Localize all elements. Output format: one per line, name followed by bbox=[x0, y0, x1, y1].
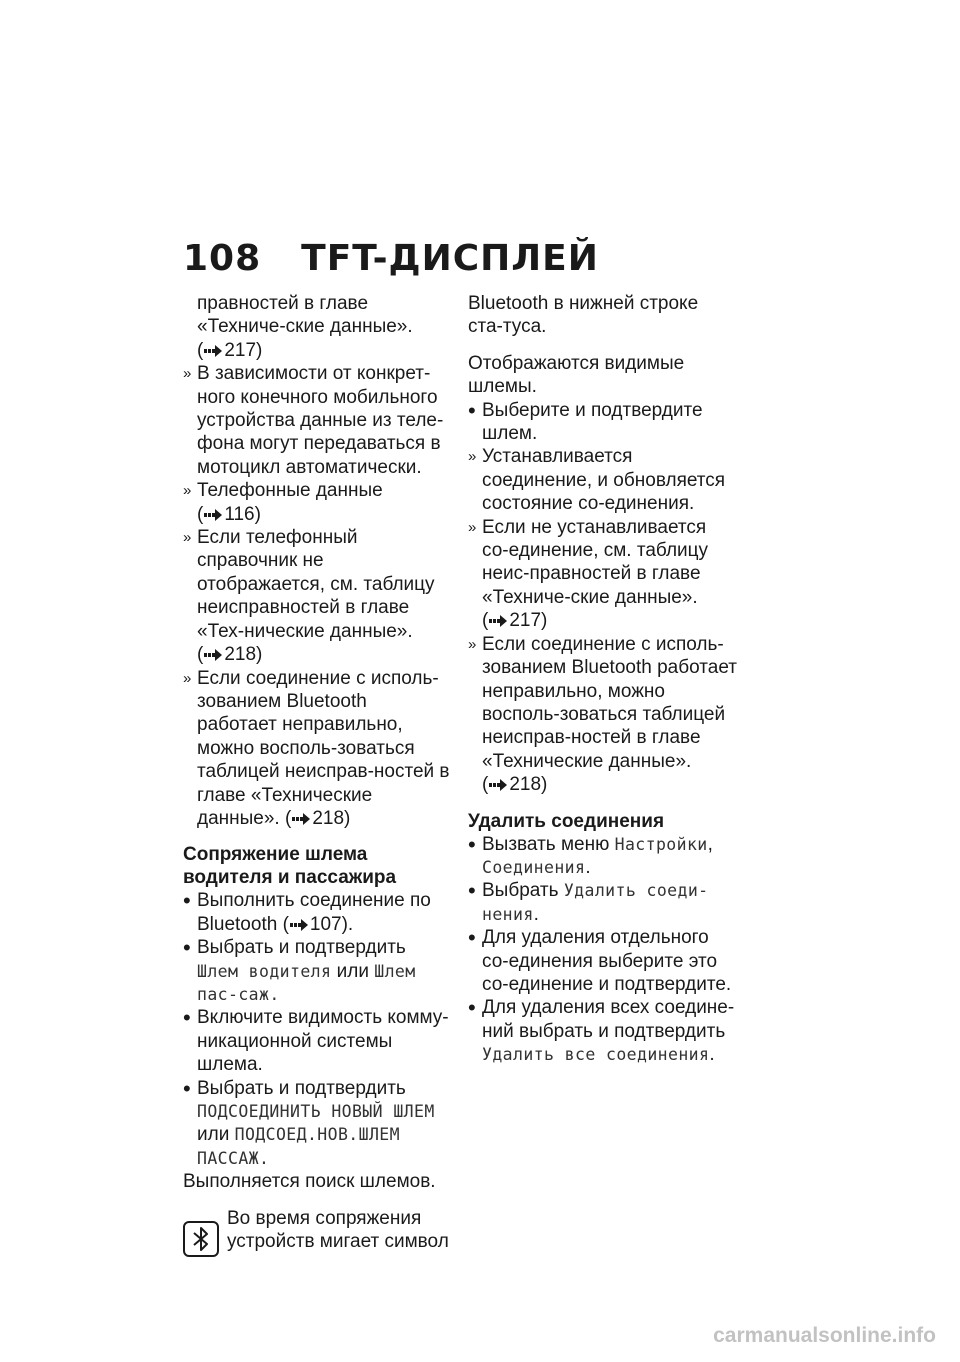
result-item: » Если соединение с исполь-зованием Bluetooth работает неправильно, можно восполь-зоваться таблицей неисправ-ностей в главе «Технические данные». ( 218) bbox=[183, 667, 450, 829]
menu-option: Удалить соеди-нения bbox=[482, 881, 709, 924]
step-item: • Выбрать и подтвердить ПОДСОЕДИНИТЬ НОВЫЙ ШЛЕМ или ПОДСОЕД.НОВ.ШЛЕМ ПАССАЖ. bbox=[183, 1075, 435, 1168]
bluetooth-note bbox=[183, 1207, 451, 1257]
page-reference: ( 218) bbox=[482, 774, 548, 796]
menu-option: Соединения bbox=[482, 857, 586, 877]
step-item: • Выберите и подтвердите шлем. bbox=[468, 397, 703, 445]
continued-text: правностей в главе «Техниче-ские данные». ( 217) bbox=[197, 293, 413, 361]
menu-option: ПОДСОЕДИНИТЬ НОВЫЙ ШЛЕМ bbox=[197, 1102, 435, 1121]
bullet-icon: • bbox=[183, 888, 191, 914]
result-arrow-icon: » bbox=[468, 518, 477, 536]
bluetooth-note-text: Во время сопряжения устройств мигает символ bbox=[227, 1207, 449, 1253]
menu-option: Удалить все соединения bbox=[482, 1045, 710, 1065]
bluetooth-note-continued: Bluetooth в нижней строке ста-туса. bbox=[468, 293, 699, 338]
page-reference: ( 218) bbox=[285, 807, 351, 829]
result-arrow-icon: » bbox=[183, 669, 192, 687]
step-item: • Выбрать и подтвердить Шлем водителя или Шлем пас-саж. bbox=[183, 935, 416, 1004]
right-column bbox=[468, 292, 738, 1067]
result-item: » Если телефонный справочник не отображается, см. таблицу неисправностей в главе «Тех-нические данные». ( 218) bbox=[183, 527, 435, 666]
result-item: » Если соединение с исполь-зованием Bluetooth работает неправильно, можно восполь-зоваться таблицей неисправ-ностей в главе «Технические данные». ( 218) bbox=[468, 633, 737, 796]
menu-option: Шлем водителя bbox=[197, 961, 332, 981]
left-column bbox=[183, 292, 451, 1257]
step-item: • Включите видимость комму-никационной системы шлема. bbox=[183, 1005, 449, 1076]
bullet-icon: • bbox=[468, 878, 476, 904]
result-arrow-icon: » bbox=[183, 365, 192, 383]
page-reference: ( 217) bbox=[482, 610, 548, 632]
arrow-right-icon bbox=[489, 779, 507, 791]
result-item: » В зависимости от конкрет-ного конечного мобильного устройства данные из теле-фона могут передаваться в мотоцикл автоматически. bbox=[183, 363, 444, 478]
menu-option: Настройки bbox=[614, 834, 708, 854]
bullet-icon: • bbox=[183, 1075, 191, 1101]
result-arrow-icon: » bbox=[183, 482, 192, 500]
search-status-text: Выполняется поиск шлемов. bbox=[183, 1171, 436, 1193]
arrow-right-icon bbox=[290, 919, 308, 931]
page-title: TFT-ДИСПЛЕЙ bbox=[301, 238, 599, 279]
result-arrow-icon: » bbox=[468, 635, 477, 653]
section-heading: Сопряжение шлема водителя и пассажира bbox=[183, 844, 397, 889]
step-item: • Для удаления отдельного со-единения выберите это со-единение и подтвердите. bbox=[468, 925, 732, 995]
page-reference: ( 116) bbox=[197, 503, 261, 525]
bullet-icon: • bbox=[468, 995, 476, 1021]
step-item: • Выбрать Удалить соеди-нения. bbox=[468, 878, 709, 925]
bluetooth-icon bbox=[183, 1221, 219, 1257]
page-reference: ( 218) bbox=[197, 644, 263, 666]
page-header bbox=[183, 238, 599, 279]
step-item: • Вызвать меню Настройки, Соединения. bbox=[468, 831, 713, 878]
arrow-right-icon bbox=[204, 345, 222, 357]
result-item: » Устанавливается соединение, и обновляется состояние со-единения. bbox=[468, 446, 726, 515]
result-item: » Если не устанавливается со-единение, см. таблицу неис-правностей в главе «Техниче-ские данные». ( 217) bbox=[468, 516, 709, 632]
page-reference: ( 107). bbox=[282, 913, 354, 935]
bullet-icon: • bbox=[183, 935, 191, 961]
bullet-icon: • bbox=[468, 925, 476, 951]
footer-watermark: carmanualsonline.info bbox=[713, 1324, 936, 1347]
step-item: • Выполнить соединение по Bluetooth ( 107). bbox=[183, 888, 431, 935]
menu-option: Шлем пас-саж. bbox=[197, 961, 416, 1004]
visible-helmets-text: Отображаются видимые шлемы. bbox=[468, 352, 685, 398]
result-arrow-icon: » bbox=[183, 529, 192, 547]
page-number: 108 bbox=[183, 238, 262, 279]
arrow-right-icon bbox=[204, 509, 222, 521]
bullet-icon: • bbox=[468, 397, 476, 423]
section-heading: Удалить соединения bbox=[468, 810, 665, 832]
bullet-icon: • bbox=[468, 831, 476, 857]
result-arrow-icon: » bbox=[468, 448, 477, 466]
arrow-right-icon bbox=[489, 615, 507, 627]
arrow-right-icon bbox=[204, 649, 222, 661]
result-item: » Телефонные данные ( 116) bbox=[183, 480, 383, 525]
step-item: • Для удаления всех соедине-ний выбрать и подтвердить Удалить все соединения. bbox=[468, 995, 735, 1066]
menu-option: ПОДСОЕД.НОВ.ШЛЕМ ПАССАЖ. bbox=[197, 1125, 400, 1168]
bullet-icon: • bbox=[183, 1005, 191, 1031]
arrow-right-icon bbox=[292, 813, 310, 825]
page-reference: ( 217) bbox=[197, 339, 263, 361]
